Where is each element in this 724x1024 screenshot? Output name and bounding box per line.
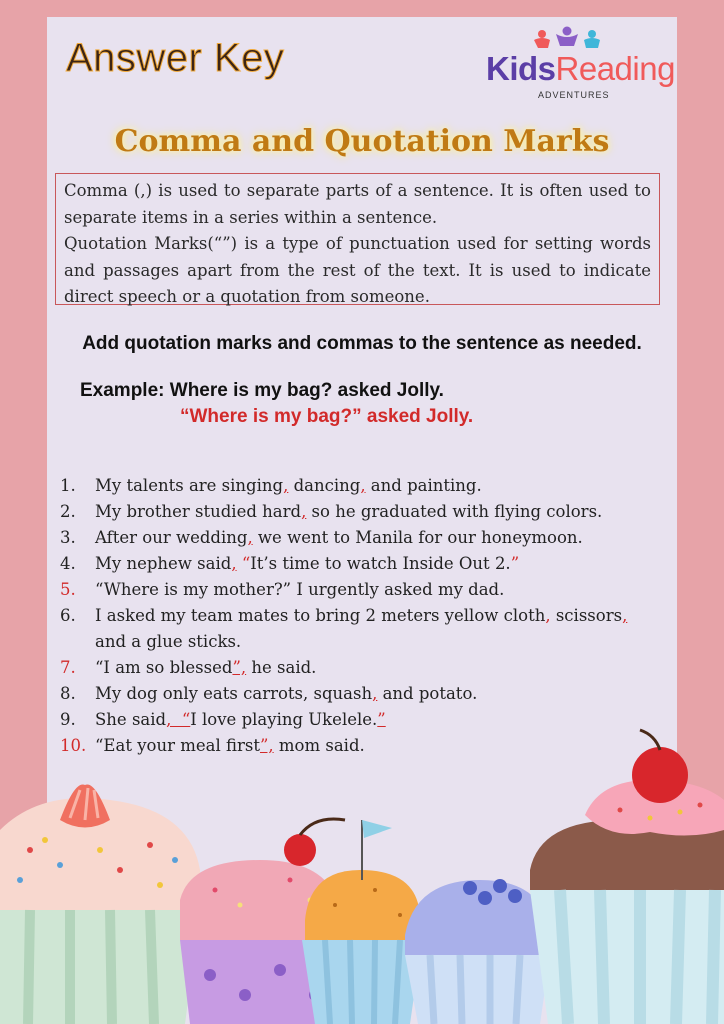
list-item (60, 551, 660, 577)
item-sentence: “I am so blessed”, he said. (95, 658, 317, 677)
answer-mark: , (247, 528, 253, 547)
worksheet-title: Comma and Quotation Marks (114, 124, 610, 159)
item-sentence: My nephew said, “It’s time to watch Inside Out 2.” (95, 554, 520, 573)
list-item (60, 525, 660, 551)
answer-mark: , (231, 554, 237, 573)
item-sentence: She said, “I love playing Ukelele.” (95, 710, 386, 729)
sentence-list (60, 473, 660, 759)
answer-mark: , (545, 606, 551, 625)
answer-mark: , (372, 684, 378, 703)
item-number: 2. (60, 502, 76, 521)
answer-mark: ”, (232, 658, 247, 677)
blue-cupcake (405, 879, 550, 1024)
list-item (60, 473, 660, 499)
item-sentence: My brother studied hard, so he graduated with flying colors. (95, 502, 603, 521)
orange-cupcake (302, 820, 422, 1024)
definition-box (55, 173, 660, 305)
answer-mark: , “ (166, 710, 191, 729)
item-sentence: My talents are singing, dancing, and painting. (95, 476, 482, 495)
logo-wordmark: KidsReading (486, 50, 675, 87)
answer-mark: , (301, 502, 307, 521)
item-number: 9. (60, 710, 76, 729)
logo-subtitle: ADVENTURES (538, 90, 610, 100)
list-item (60, 603, 660, 655)
list-item (60, 577, 660, 603)
list-item (60, 655, 660, 681)
chocolate-cupcake-right (530, 730, 724, 1024)
answer-mark: ”, (259, 736, 274, 755)
example-question: Example: Where is my bag? asked Jolly. (80, 380, 444, 401)
item-sentence: After our wedding, we went to Manila for our honeymoon. (95, 528, 583, 547)
pink-cupcake-left (0, 784, 200, 1024)
cupcake-illustration (0, 720, 724, 1024)
list-item (60, 681, 660, 707)
instruction-text: Add quotation marks and commas to the sentence as needed. (82, 333, 642, 354)
item-number: 4. (60, 554, 76, 573)
list-item (60, 499, 660, 525)
answer-mark: , (622, 606, 628, 625)
item-number: 5. (60, 580, 76, 599)
item-sentence: “Eat your meal first”, mom said. (95, 736, 365, 755)
answer-mark: ” (377, 710, 386, 729)
item-number: 10. (60, 736, 87, 755)
children-logo-icon (532, 26, 602, 52)
kidsreading-logo (486, 26, 675, 102)
answer-mark: “ (241, 554, 251, 573)
item-sentence: “Where is my mother?” I urgently asked my dad. (95, 580, 505, 599)
item-sentence: I asked my team mates to bring 2 meters yellow cloth, scissors, and a glue sticks. (95, 606, 628, 651)
item-number: 6. (60, 606, 76, 625)
example-answer: “Where is my bag?” asked Jolly. (180, 406, 474, 427)
answer-key-heading: Answer Key (66, 36, 285, 80)
item-number: 7. (60, 658, 76, 677)
item-number: 8. (60, 684, 76, 703)
answer-mark: , (360, 476, 366, 495)
quotation-definition: Quotation Marks(“”) is a type of punctuation used for setting words and passages apart from the rest of the text. It is used to indicate direct speech or a quotation from someone. (64, 234, 651, 306)
item-number: 1. (60, 476, 76, 495)
answer-mark: , (283, 476, 289, 495)
item-number: 3. (60, 528, 76, 547)
item-sentence: My dog only eats carrots, squash, and potato. (95, 684, 478, 703)
answer-mark: ” (510, 554, 520, 573)
comma-definition: Comma (,) is used to separate parts of a sentence. It is often used to separate items in a series within a sentence. (64, 181, 651, 227)
